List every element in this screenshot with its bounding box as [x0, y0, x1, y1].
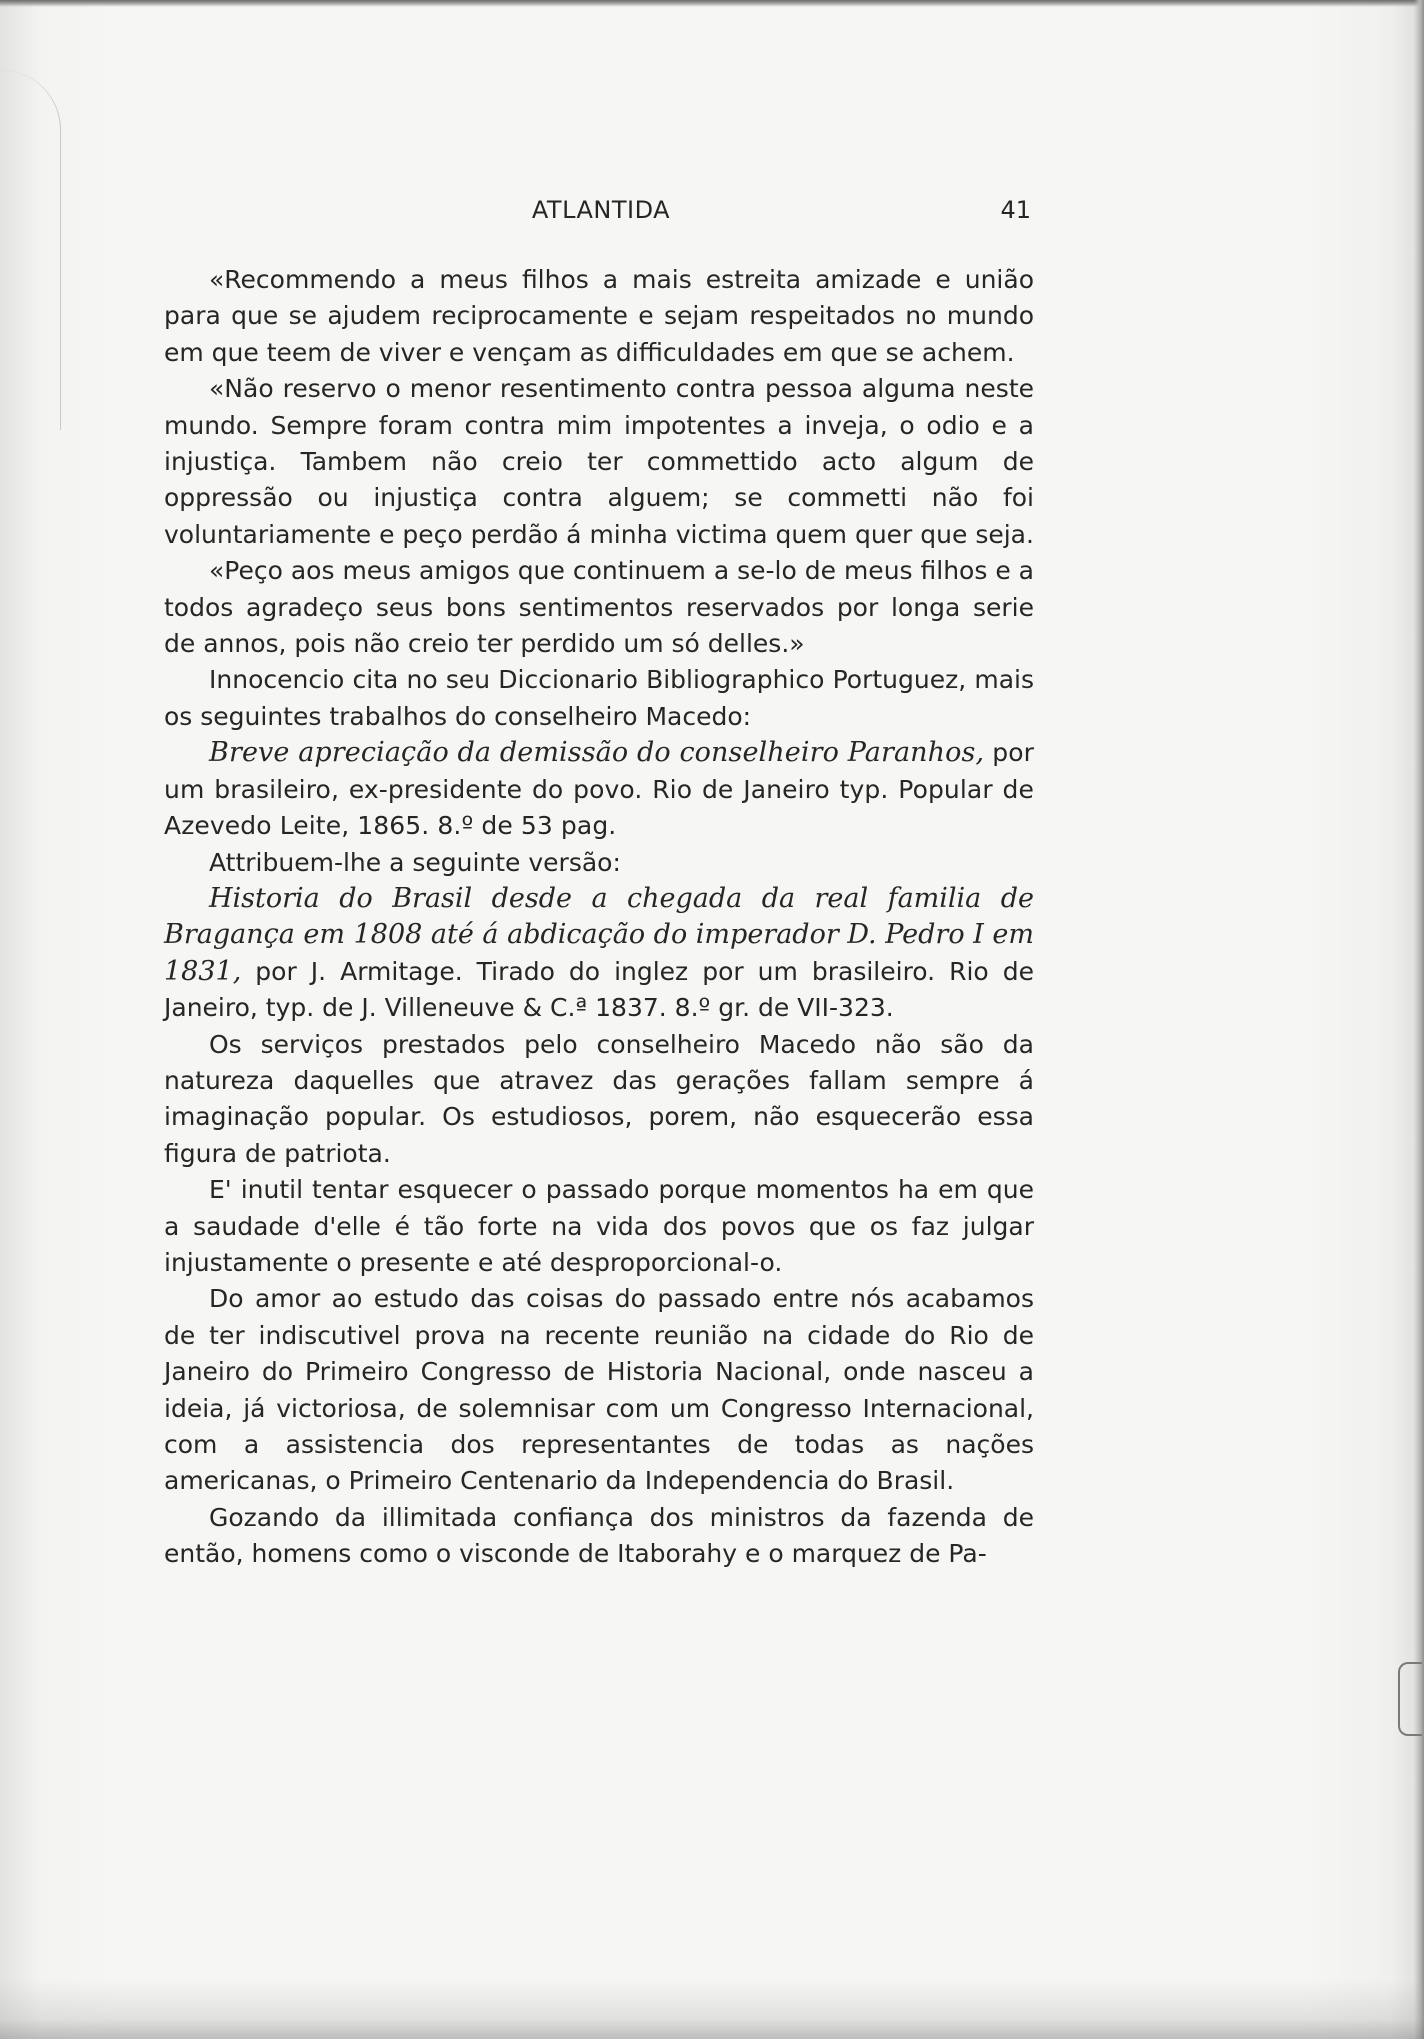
paragraph-6: Attribuem-lhe a seguinte versão: [209, 847, 621, 877]
paragraph-9: E' inutil tentar esquecer o passado porque momentos ha em que a saudade d'elle é tão forte na vida dos povos que os faz julgar injustamente o presente e até desproporcional-o. [164, 1175, 1034, 1277]
running-head [167, 196, 1035, 232]
paragraph-3: «Peço aos meus amigos que continuem a se-lo de meus filhos e a todos agradeço seus bons sentimentos reservados por longa serie de annos, pois não creio ter perdido um só delles.» [164, 556, 1034, 659]
paragraph-5: Breve apreciação da demissão do conselheiro Paranhos, por um brasileiro, ex-presidente do povo. Rio de Janeiro typ. Popular de Azevedo Leite, 1865. 8.º de 53 pag. [164, 737, 1034, 841]
page-number: 41 [1000, 196, 1031, 224]
text-body [164, 262, 1034, 1573]
page-top-edge [0, 0, 1424, 7]
page-fold-shadow [0, 70, 61, 430]
binding-clip-mark [1398, 1662, 1422, 1736]
paragraph-11: Gozando da illimitada confiança dos ministros da fazenda de então, homens como o visconde de Itaborahy e o marquez de Pa- [164, 1502, 1034, 1569]
paragraph-8: Os serviços prestados pelo conselheiro Macedo não são da natureza daquelles que atravez das gerações fallam sempre á imaginação popular. Os estudiosos, porem, não esquecerão essa figura de patriota. [164, 1029, 1034, 1168]
paragraph-1: «Recommendo a meus filhos a mais estreita amizade e união para que se ajudem reciprocamente e sejam respeitados no mundo em que teem de viver e vençam as difficuldades em que se achem. [164, 265, 1034, 367]
paragraph-2: «Não reservo o menor resentimento contra pessoa alguma neste mundo. Sempre foram contra mim impotentes a inveja, o odio e a injustiça. Tambem não creio ter commettido acto algum de oppressão ou injustiça contra alguem; se commetti não foi voluntariamente e peço perdão á minha victima quem quer que seja. [164, 374, 1034, 549]
paragraph-10: Do amor ao estudo das coisas do passado entre nós acabamos de ter indiscutivel prova na recente reunião na cidade do Rio de Janeiro do Primeiro Congresso de Historia Nacional, onde nasceu a ideia, já victoriosa, de solemnisar com um Congresso Internacional, com a assistencia dos representantes de todas as nações americanas, o Primeiro Centenario da Independencia do Brasil. [164, 1284, 1034, 1496]
paragraph-4: Innocencio cita no seu Diccionario Bibliographico Portuguez, mais os seguintes trabalhos do conselheiro Macedo: [164, 665, 1034, 731]
running-title: ATLANTIDA [531, 196, 671, 224]
book-title-italic: Historia do Brasil desde a chegada da real familia de Bragança em 1808 até á abdicação do imperador D. Pedro I em 1831, [164, 882, 1034, 987]
book-title-italic: Breve apreciação da demissão do conselheiro Paranhos, [209, 737, 985, 769]
page-bottom-edge [0, 1979, 1424, 2039]
paragraph-7: Historia do Brasil desde a chegada da real familia de Bragança em 1808 até á abdicação do imperador D. Pedro I em 1831, por J. Armitage. Tirado do inglez por um brasileiro. Rio de Janeiro, typ. de J. Villeneuve & C.ª 1837. 8.º gr. de VII-323. [164, 882, 1034, 1023]
